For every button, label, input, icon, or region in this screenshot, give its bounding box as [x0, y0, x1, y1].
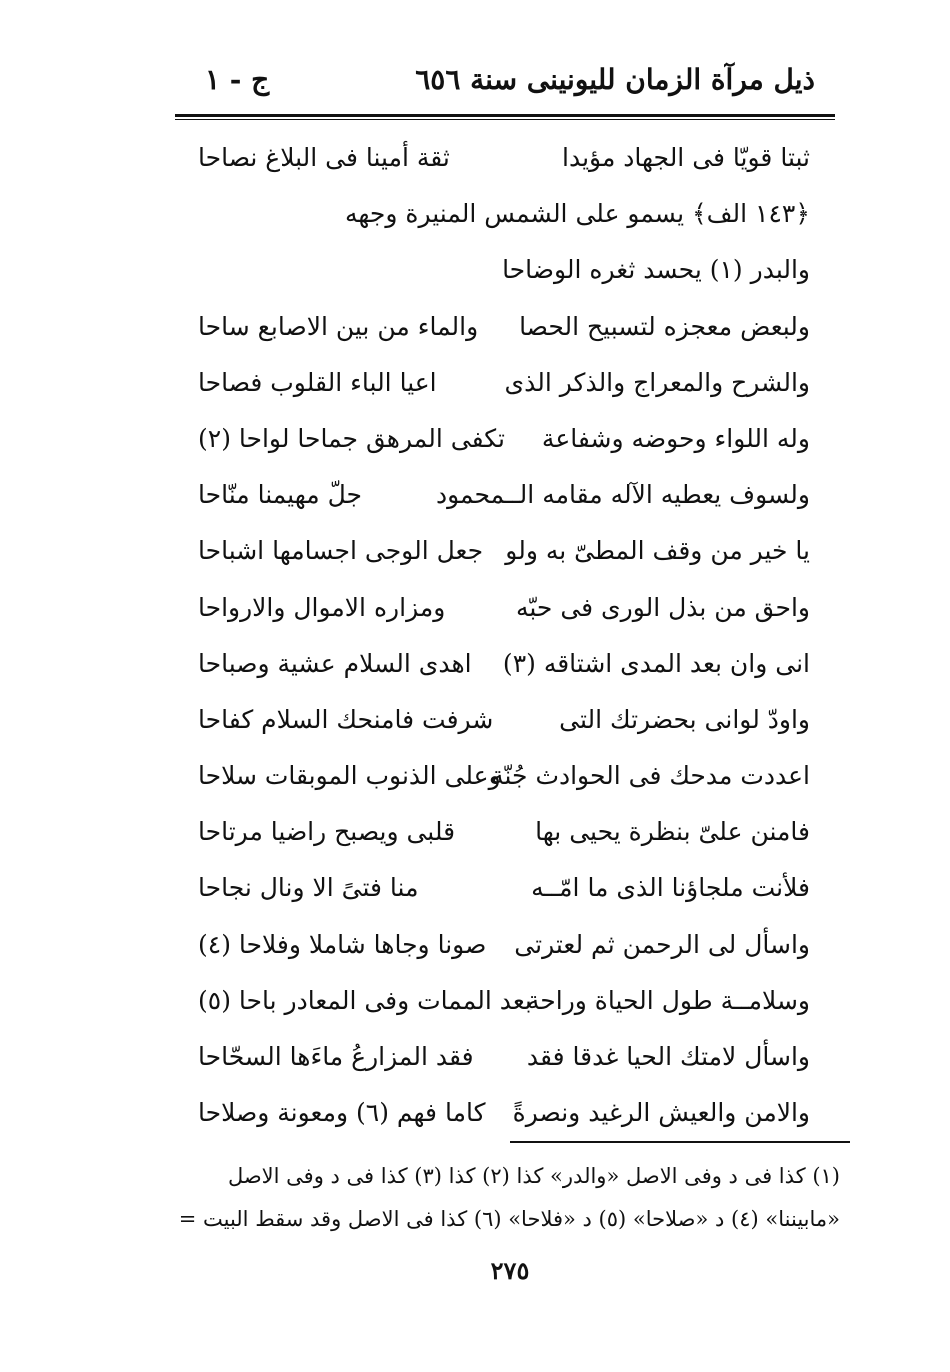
verse-first-hemistich: ولسوف يعطيه الآله مقامه الــمحمود: [435, 480, 810, 510]
verse-second-hemistich: صونا وجاها شاملا وفلاحا (٤): [198, 929, 487, 959]
verse-line: [190, 355, 820, 411]
verse-first-hemistich: والشرح والمعراج والذكر الذى: [504, 367, 810, 397]
verse-first-hemistich: يا خير من وقف المطىّ به ولو: [505, 536, 810, 566]
verse-line: [190, 917, 820, 973]
verse-line: [190, 973, 820, 1029]
verse-full-line: ﴿١٤٣ الف﴾ يسمو على الشمس المنيرة وجهه: [344, 199, 810, 229]
verse-first-hemistich: واسأل لامتك الحيا غدقا فقد: [526, 1042, 810, 1071]
verse-line: [190, 860, 820, 916]
verse-full-line: والبدر (١) يحسد ثغره الوضاحا: [502, 255, 810, 285]
poem-verses: [190, 130, 820, 1141]
verse-line: [190, 411, 820, 467]
verse-line: [190, 580, 820, 636]
running-title: ذيل مرآة الزمان لليونينى سنة ٦٥٦: [415, 63, 815, 96]
verse-line: [190, 186, 820, 242]
footnotes: [178, 1155, 840, 1241]
page-number: ٢٧٥: [490, 1256, 530, 1285]
verse-line: [190, 1085, 820, 1141]
verse-first-hemistich: ثبتا قويّا فى الجهاد مؤيدا: [562, 143, 810, 172]
verse-second-hemistich: والماء من بين الاصابع ساحا: [198, 311, 479, 341]
verse-first-hemistich: وله اللواء وحوضه وشفاعة: [541, 423, 810, 453]
verse-second-hemistich: فقد المزارعُ ماءَها السحّاحا: [198, 1042, 474, 1071]
verse-line: [190, 467, 820, 523]
running-header: [175, 58, 825, 110]
verse-second-hemistich: بعد الممات وفى المعادر باحا (٥): [198, 985, 532, 1015]
verse-first-hemistich: وسلامــة طول الحياة وراحة: [526, 985, 810, 1015]
footnote-rule: [510, 1141, 850, 1143]
verse-second-hemistich: تكفى المرهق جماحا لواحا (٢): [198, 423, 505, 453]
verse-line: [190, 299, 820, 355]
verse-line: [190, 636, 820, 692]
header-rule-thin: [175, 119, 835, 120]
verse-second-hemistich: شرفت فامنحك السلام كفاحا: [198, 704, 494, 734]
verse-line: [190, 523, 820, 579]
verse-first-hemistich: فامنن علىّ بنظرة يحيى بها: [535, 817, 810, 847]
footnote-line: (١) كذا فى د وفى الاصل «والدر» كذا (٢) كذا (٣) كذا فى د وفى الاصل: [227, 1164, 840, 1188]
verse-first-hemistich: واودّ لوانى بحضرتك التى: [559, 704, 810, 734]
verse-first-hemistich: فلأنت ملجاؤنا الذى ما امّــه: [531, 873, 810, 903]
verse-second-hemistich: قلبى ويصبح راضيا مرتاحا: [198, 817, 456, 847]
verse-line: [190, 748, 820, 804]
verse-second-hemistich: ثقة أمينا فى البلاغ نصاحا: [198, 143, 450, 172]
verse-first-hemistich: واحق من بذل الورى فى حبّه: [515, 592, 810, 622]
verse-line: [190, 1029, 820, 1085]
verse-second-hemistich: جلّ مهيمنا منّاحا: [198, 480, 362, 510]
verse-first-hemistich: انى وان بعد المدى اشتاقه (٣): [502, 648, 810, 678]
verse-line: [190, 130, 820, 186]
verse-first-hemistich: واسأل لى الرحمن ثم لعترتى: [514, 929, 810, 959]
verse-second-hemistich: اهدى السلام عشية وصباحا: [198, 648, 472, 678]
verse-line: [190, 692, 820, 748]
footnote-line: «مابيننا» (٤) د «صلاحا» (٥) د «فلاحا» (٦) كذا فى الاصل وقد سقط البيت =: [178, 1207, 840, 1231]
verse-second-hemistich: منا فتىً الا ونال نجاحا: [198, 873, 419, 903]
verse-second-hemistich: ومزاره الاموال والارواحا: [198, 592, 446, 622]
header-rule-thick: [175, 114, 835, 117]
verse-first-hemistich: اعددت مدحك فى الحوادث جُنّة: [491, 761, 810, 791]
verse-first-hemistich: ولبعض معجزه لتسبيح الحصا: [519, 311, 810, 341]
verse-second-hemistich: وعلى الذنوب الموبقات سلاحا: [198, 761, 501, 791]
verse-line: [190, 804, 820, 860]
verse-second-hemistich: كاما فهم (٦) ومعونة وصلاحا: [198, 1098, 486, 1128]
verse-first-hemistich: والامن والعيش الرغيد ونصرةً: [512, 1098, 810, 1128]
verse-second-hemistich: جعل الوجى اجسامها اشباحا: [198, 536, 484, 566]
verse-second-hemistich: اعيا الباء القلوب فصاحا: [198, 367, 437, 397]
verse-line: [190, 242, 820, 298]
volume-label: ج - ١: [205, 63, 270, 96]
